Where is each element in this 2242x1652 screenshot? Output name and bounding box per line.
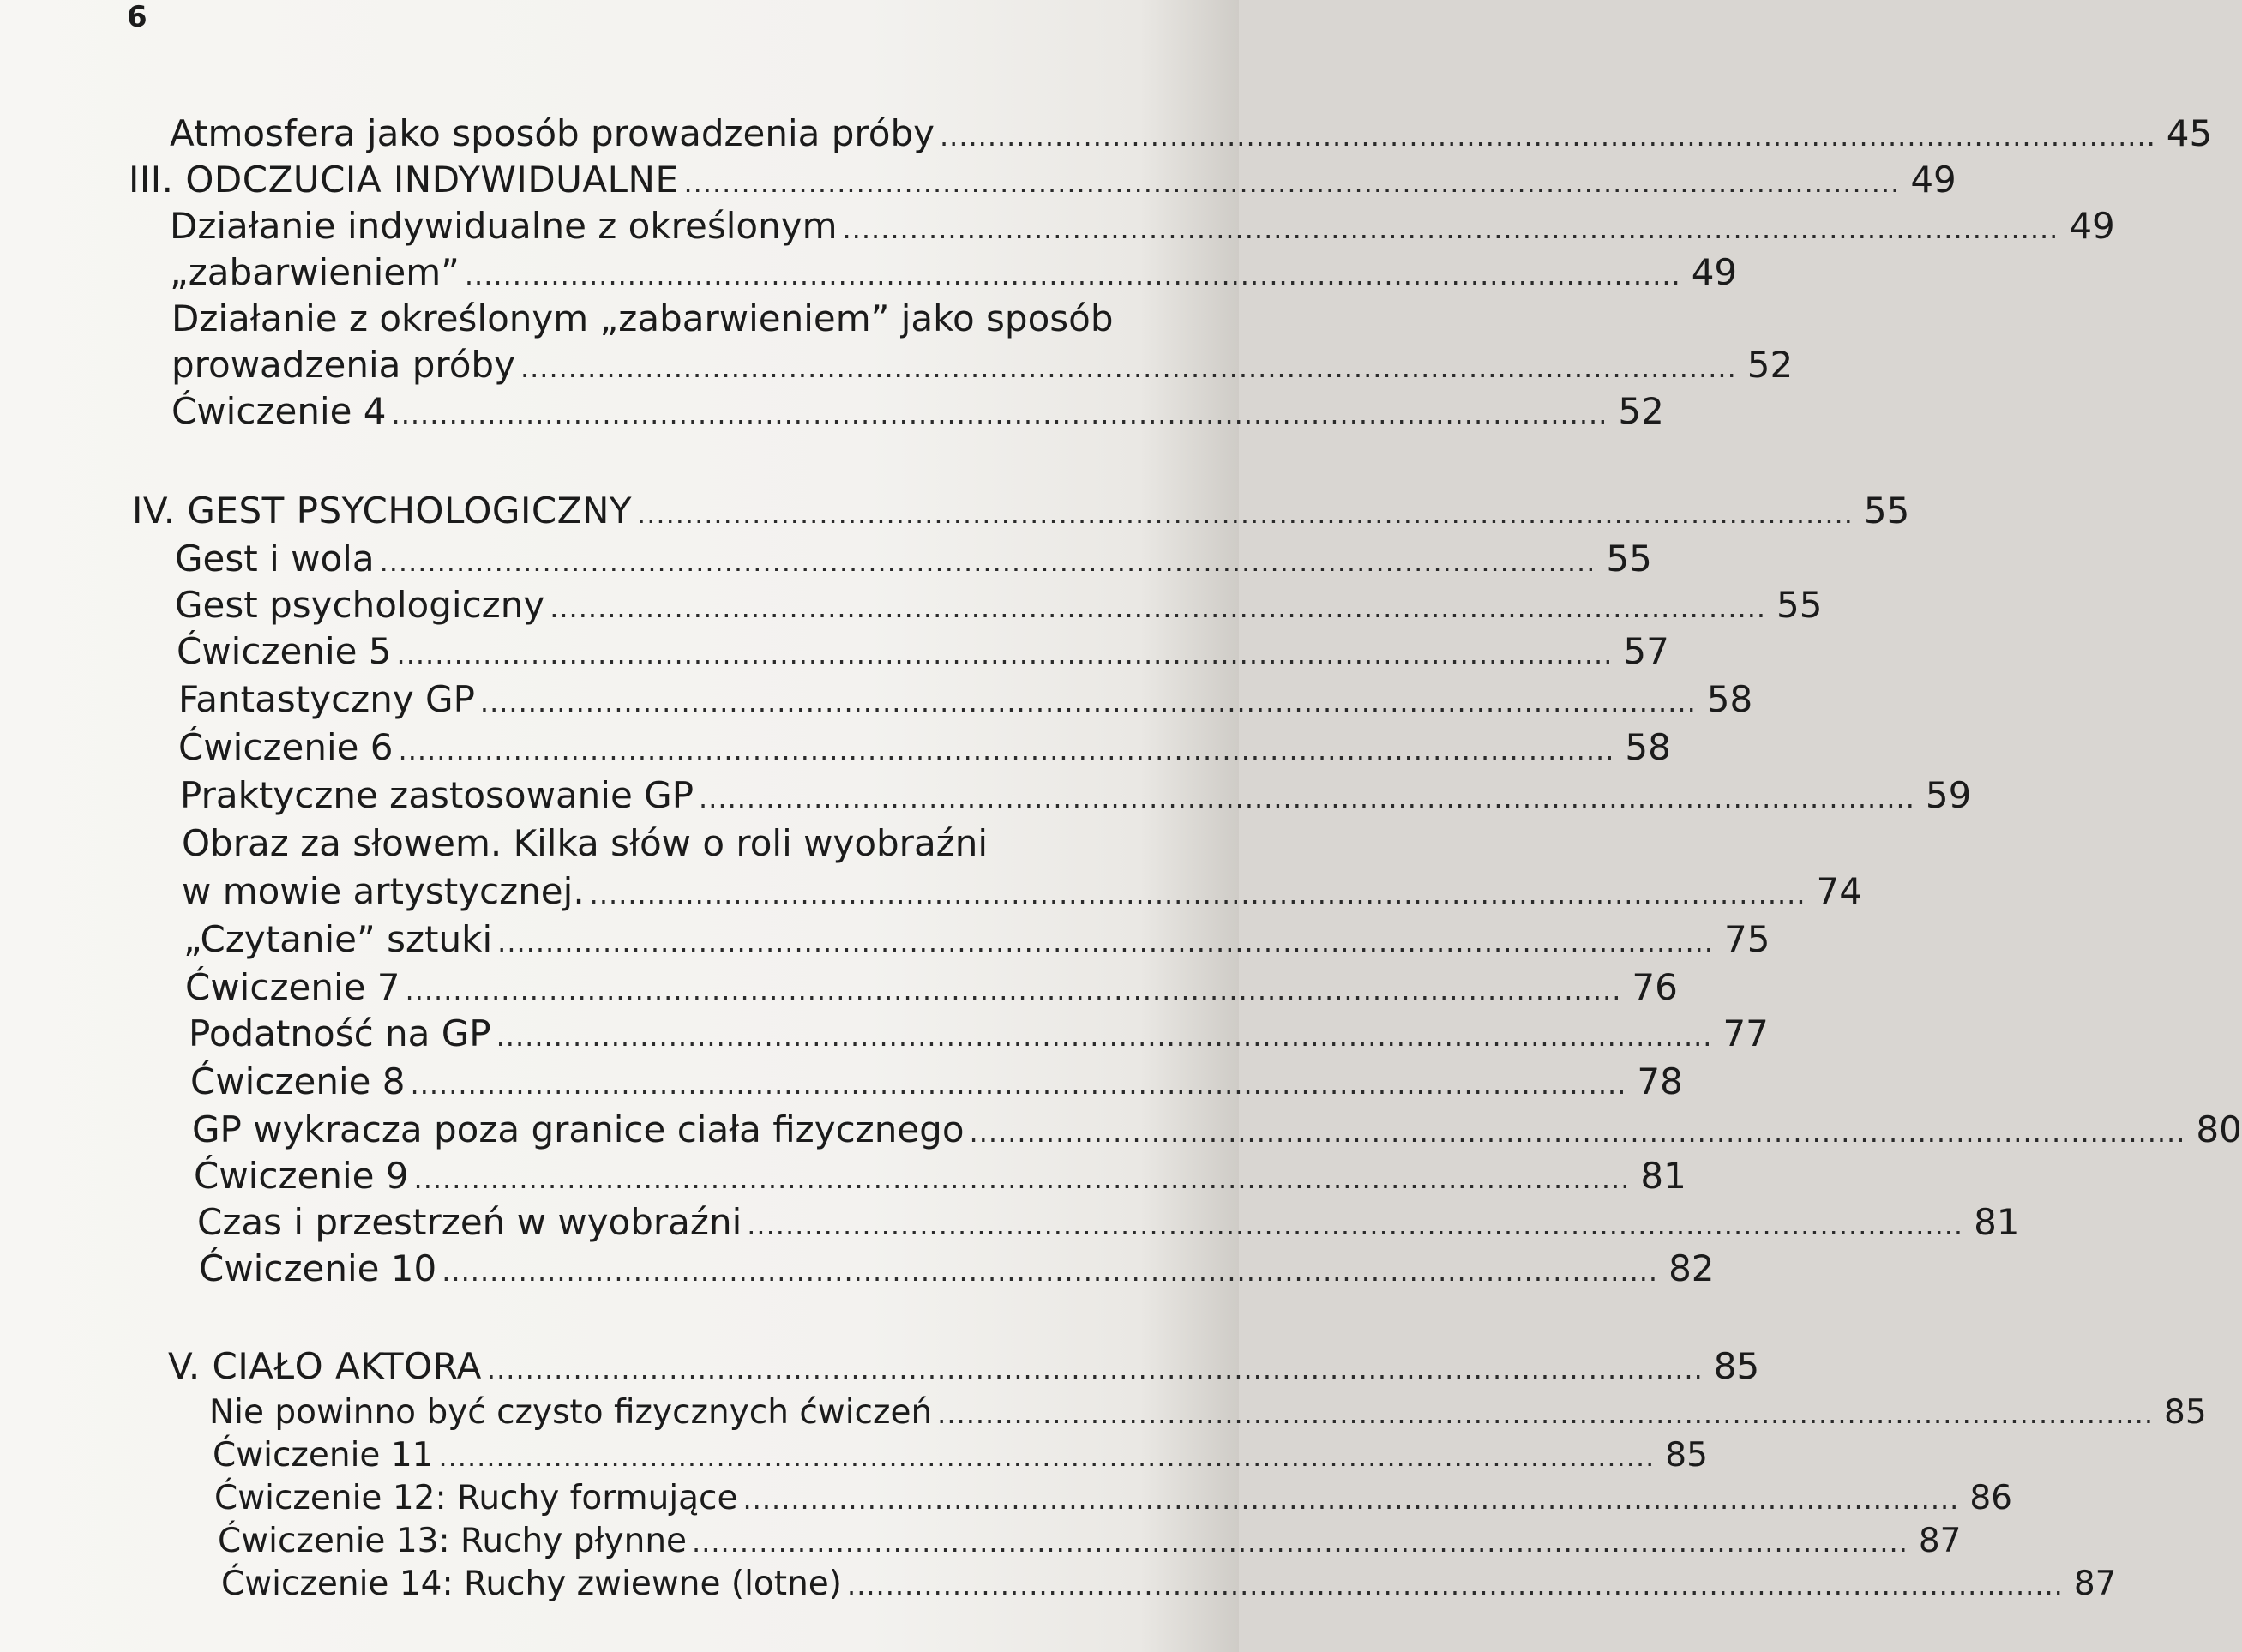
toc-chapter xyxy=(129,158,1956,202)
toc-leader: ............................................................................................................................... xyxy=(699,782,1915,814)
toc-entry-page: 45 xyxy=(2166,112,2213,154)
toc-entry-title: GP wykracza poza granice ciała fizycznego xyxy=(192,1108,965,1150)
toc-entry-title: III. ODCZUCIA INDYWIDUALNE xyxy=(129,159,679,201)
toc-entry-title: Ćwiczenie 11 xyxy=(213,1436,434,1475)
toc-leader: ............................................................................................................................... xyxy=(486,1353,1704,1385)
toc-entry-page: 55 xyxy=(1606,538,1652,580)
toc-entry-page: 58 xyxy=(1706,678,1753,720)
toc-entry xyxy=(170,111,2213,156)
toc-leader: ............................................................................................................................... xyxy=(939,120,2156,153)
toc-leader: ............................................................................................................................... xyxy=(442,1255,1659,1288)
toc-entry-page: 85 xyxy=(2164,1393,2207,1432)
toc-entry-page: 52 xyxy=(1618,390,1664,432)
toc-entry-title: V. CIAŁO AKTORA xyxy=(168,1345,482,1387)
toc-leader: ............................................................................................................................... xyxy=(842,213,2059,245)
toc-leader: ............................................................................................................................... xyxy=(747,1209,1964,1241)
toc-leader: ............................................................................................................................... xyxy=(637,497,1854,530)
toc-entry-title: Czas i przestrzeń w wyobraźni xyxy=(197,1201,742,1243)
toc-entry-page: 78 xyxy=(1637,1060,1683,1102)
toc-entry xyxy=(182,821,1123,866)
toc-entry-title: Ćwiczenie 4 xyxy=(171,390,387,432)
toc-entry-title: „zabarwieniem” xyxy=(170,251,460,293)
toc-entry-page: 80 xyxy=(2196,1108,2242,1150)
toc-entry-title: Atmosfera jako sposób prowadzenia próby xyxy=(170,112,935,154)
toc-entry-page: 57 xyxy=(1623,630,1669,672)
toc-entry xyxy=(177,629,1669,674)
toc-entry-page: 87 xyxy=(2073,1565,2117,1603)
toc-entry-page: 77 xyxy=(1722,1012,1769,1054)
toc-entry xyxy=(221,1562,2117,1607)
toc-entry-page: 81 xyxy=(1974,1201,2020,1243)
toc-entry-title: Ćwiczenie 7 xyxy=(185,966,400,1008)
page-number: 6 xyxy=(127,0,147,34)
toc-leader: ............................................................................................................................... xyxy=(497,926,1714,958)
toc-leader: ............................................................................................................................... xyxy=(496,1020,1713,1053)
toc-entry-page: 55 xyxy=(1776,584,1823,626)
toc-leader: ............................................................................................................................... xyxy=(742,1483,1960,1516)
toc-entry-title: „Czytanie” sztuki xyxy=(183,918,493,960)
toc-leader: ............................................................................................................................... xyxy=(479,686,1697,718)
toc-leader: ............................................................................................................................... xyxy=(396,638,1614,670)
toc-entry xyxy=(170,250,1738,295)
toc-entry-page: 49 xyxy=(2069,205,2115,247)
toc-leader: ............................................................................................................................... xyxy=(692,1526,1908,1559)
toc-entry-title: Gest psychologiczny xyxy=(175,584,545,626)
toc-entry xyxy=(194,1154,1686,1198)
toc-entry-page: 49 xyxy=(1691,251,1738,293)
toc-entry xyxy=(182,869,1862,914)
toc-chapter xyxy=(168,1344,1760,1389)
toc-entry-title: Działanie indywidualne z określonym xyxy=(170,205,838,247)
toc-entry xyxy=(192,1108,2242,1152)
toc-entry-page: 52 xyxy=(1746,344,1794,386)
toc-entry-title: Ćwiczenie 9 xyxy=(194,1155,409,1197)
toc-leader: ............................................................................................................................... xyxy=(464,259,1681,291)
toc-entry xyxy=(199,1247,1715,1291)
toc-entry xyxy=(185,965,1678,1010)
toc-entry-page: 87 xyxy=(1918,1522,1962,1560)
toc-entry-title: Ćwiczenie 14: Ruchy zwiewne (lotne) xyxy=(221,1565,843,1603)
toc-entry-title: Ćwiczenie 12: Ruchy formujące xyxy=(214,1479,738,1517)
toc-entry xyxy=(214,1476,2012,1521)
toc-leader: ............................................................................................................................... xyxy=(438,1440,1656,1473)
toc-entry xyxy=(209,1391,2207,1435)
toc-leader: ............................................................................................................................... xyxy=(683,166,1901,199)
toc-entry xyxy=(218,1519,1962,1564)
toc-leader: ............................................................................................................................... xyxy=(847,1569,2064,1601)
toc-entry xyxy=(171,297,1114,341)
toc-entry-title: Podatność na GP xyxy=(189,1012,491,1054)
toc-entry-title: w mowie artystycznej. xyxy=(182,870,585,912)
toc-entry-title: Ćwiczenie 8 xyxy=(190,1060,406,1102)
toc-leader: ............................................................................................................................... xyxy=(379,545,1596,578)
toc-entry xyxy=(213,1433,1708,1478)
toc-entry-title: Nie powinno być czysto fizycznych ćwiczeń xyxy=(209,1393,933,1432)
toc-entry-title: Działanie z określonym „zabarwieniem” jako sposób xyxy=(171,297,1114,339)
toc-entry xyxy=(180,773,1972,818)
toc-entry-title: prowadzenia próby xyxy=(171,344,515,386)
toc-entry-page: 76 xyxy=(1632,966,1678,1008)
toc-entry-page: 75 xyxy=(1723,918,1770,960)
toc-entry-page: 82 xyxy=(1668,1247,1715,1289)
toc-entry xyxy=(197,1200,2020,1245)
toc-leader: ............................................................................................................................... xyxy=(398,734,1615,766)
toc-leader: ............................................................................................................................... xyxy=(391,398,1608,430)
toc-leader: ............................................................................................................................... xyxy=(413,1162,1631,1195)
toc-entry xyxy=(171,389,1664,434)
toc-entry-title: Ćwiczenie 6 xyxy=(178,726,394,768)
toc-entry-page: 58 xyxy=(1625,726,1671,768)
toc-leader: ............................................................................................................................... xyxy=(589,878,1806,910)
toc-entry-title: Ćwiczenie 13: Ruchy płynne xyxy=(218,1522,688,1560)
toc-entry-page: 59 xyxy=(1925,774,1972,816)
toc-entry xyxy=(189,1012,1769,1056)
toc-leader: ............................................................................................................................... xyxy=(969,1116,2186,1149)
toc-entry xyxy=(170,204,2115,249)
toc-entry xyxy=(190,1060,1683,1104)
toc-leader: ............................................................................................................................... xyxy=(550,592,1767,624)
toc-entry xyxy=(171,343,1794,387)
toc-entry-title: Gest i wola xyxy=(175,538,375,580)
toc-entry xyxy=(183,917,1770,962)
toc-entry-page: 85 xyxy=(1713,1345,1760,1387)
toc-entry-title: Obraz za słowem. Kilka słów o roli wyobraźni xyxy=(182,822,989,864)
toc-entry-title: Fantastyczny GP xyxy=(178,678,475,720)
toc-entry-title: IV. GEST PSYCHOLOGICZNY xyxy=(132,490,633,532)
toc-entry xyxy=(178,725,1671,770)
toc-entry xyxy=(175,583,1823,628)
toc-entry xyxy=(178,677,1753,722)
toc-leader: ............................................................................................................................... xyxy=(405,974,1622,1006)
toc-entry-page: 81 xyxy=(1640,1155,1686,1197)
toc-entry-title: Ćwiczenie 10 xyxy=(199,1247,437,1289)
toc-entry-title: Praktyczne zastosowanie GP xyxy=(180,774,694,816)
toc-leader: ............................................................................................................................... xyxy=(937,1397,2154,1430)
toc-chapter xyxy=(132,489,1910,533)
toc-leader: ............................................................................................................................... xyxy=(410,1068,1627,1101)
toc-entry-title: Ćwiczenie 5 xyxy=(177,630,392,672)
toc-leader: ............................................................................................................................... xyxy=(520,351,1737,384)
toc-entry-page: 74 xyxy=(1816,870,1862,912)
toc-entry-page: 49 xyxy=(1910,159,1956,201)
toc-entry xyxy=(175,537,1652,581)
toc-entry-page: 85 xyxy=(1665,1436,1708,1475)
toc-entry-page: 55 xyxy=(1863,490,1910,532)
toc-entry-page: 86 xyxy=(1969,1479,2012,1517)
